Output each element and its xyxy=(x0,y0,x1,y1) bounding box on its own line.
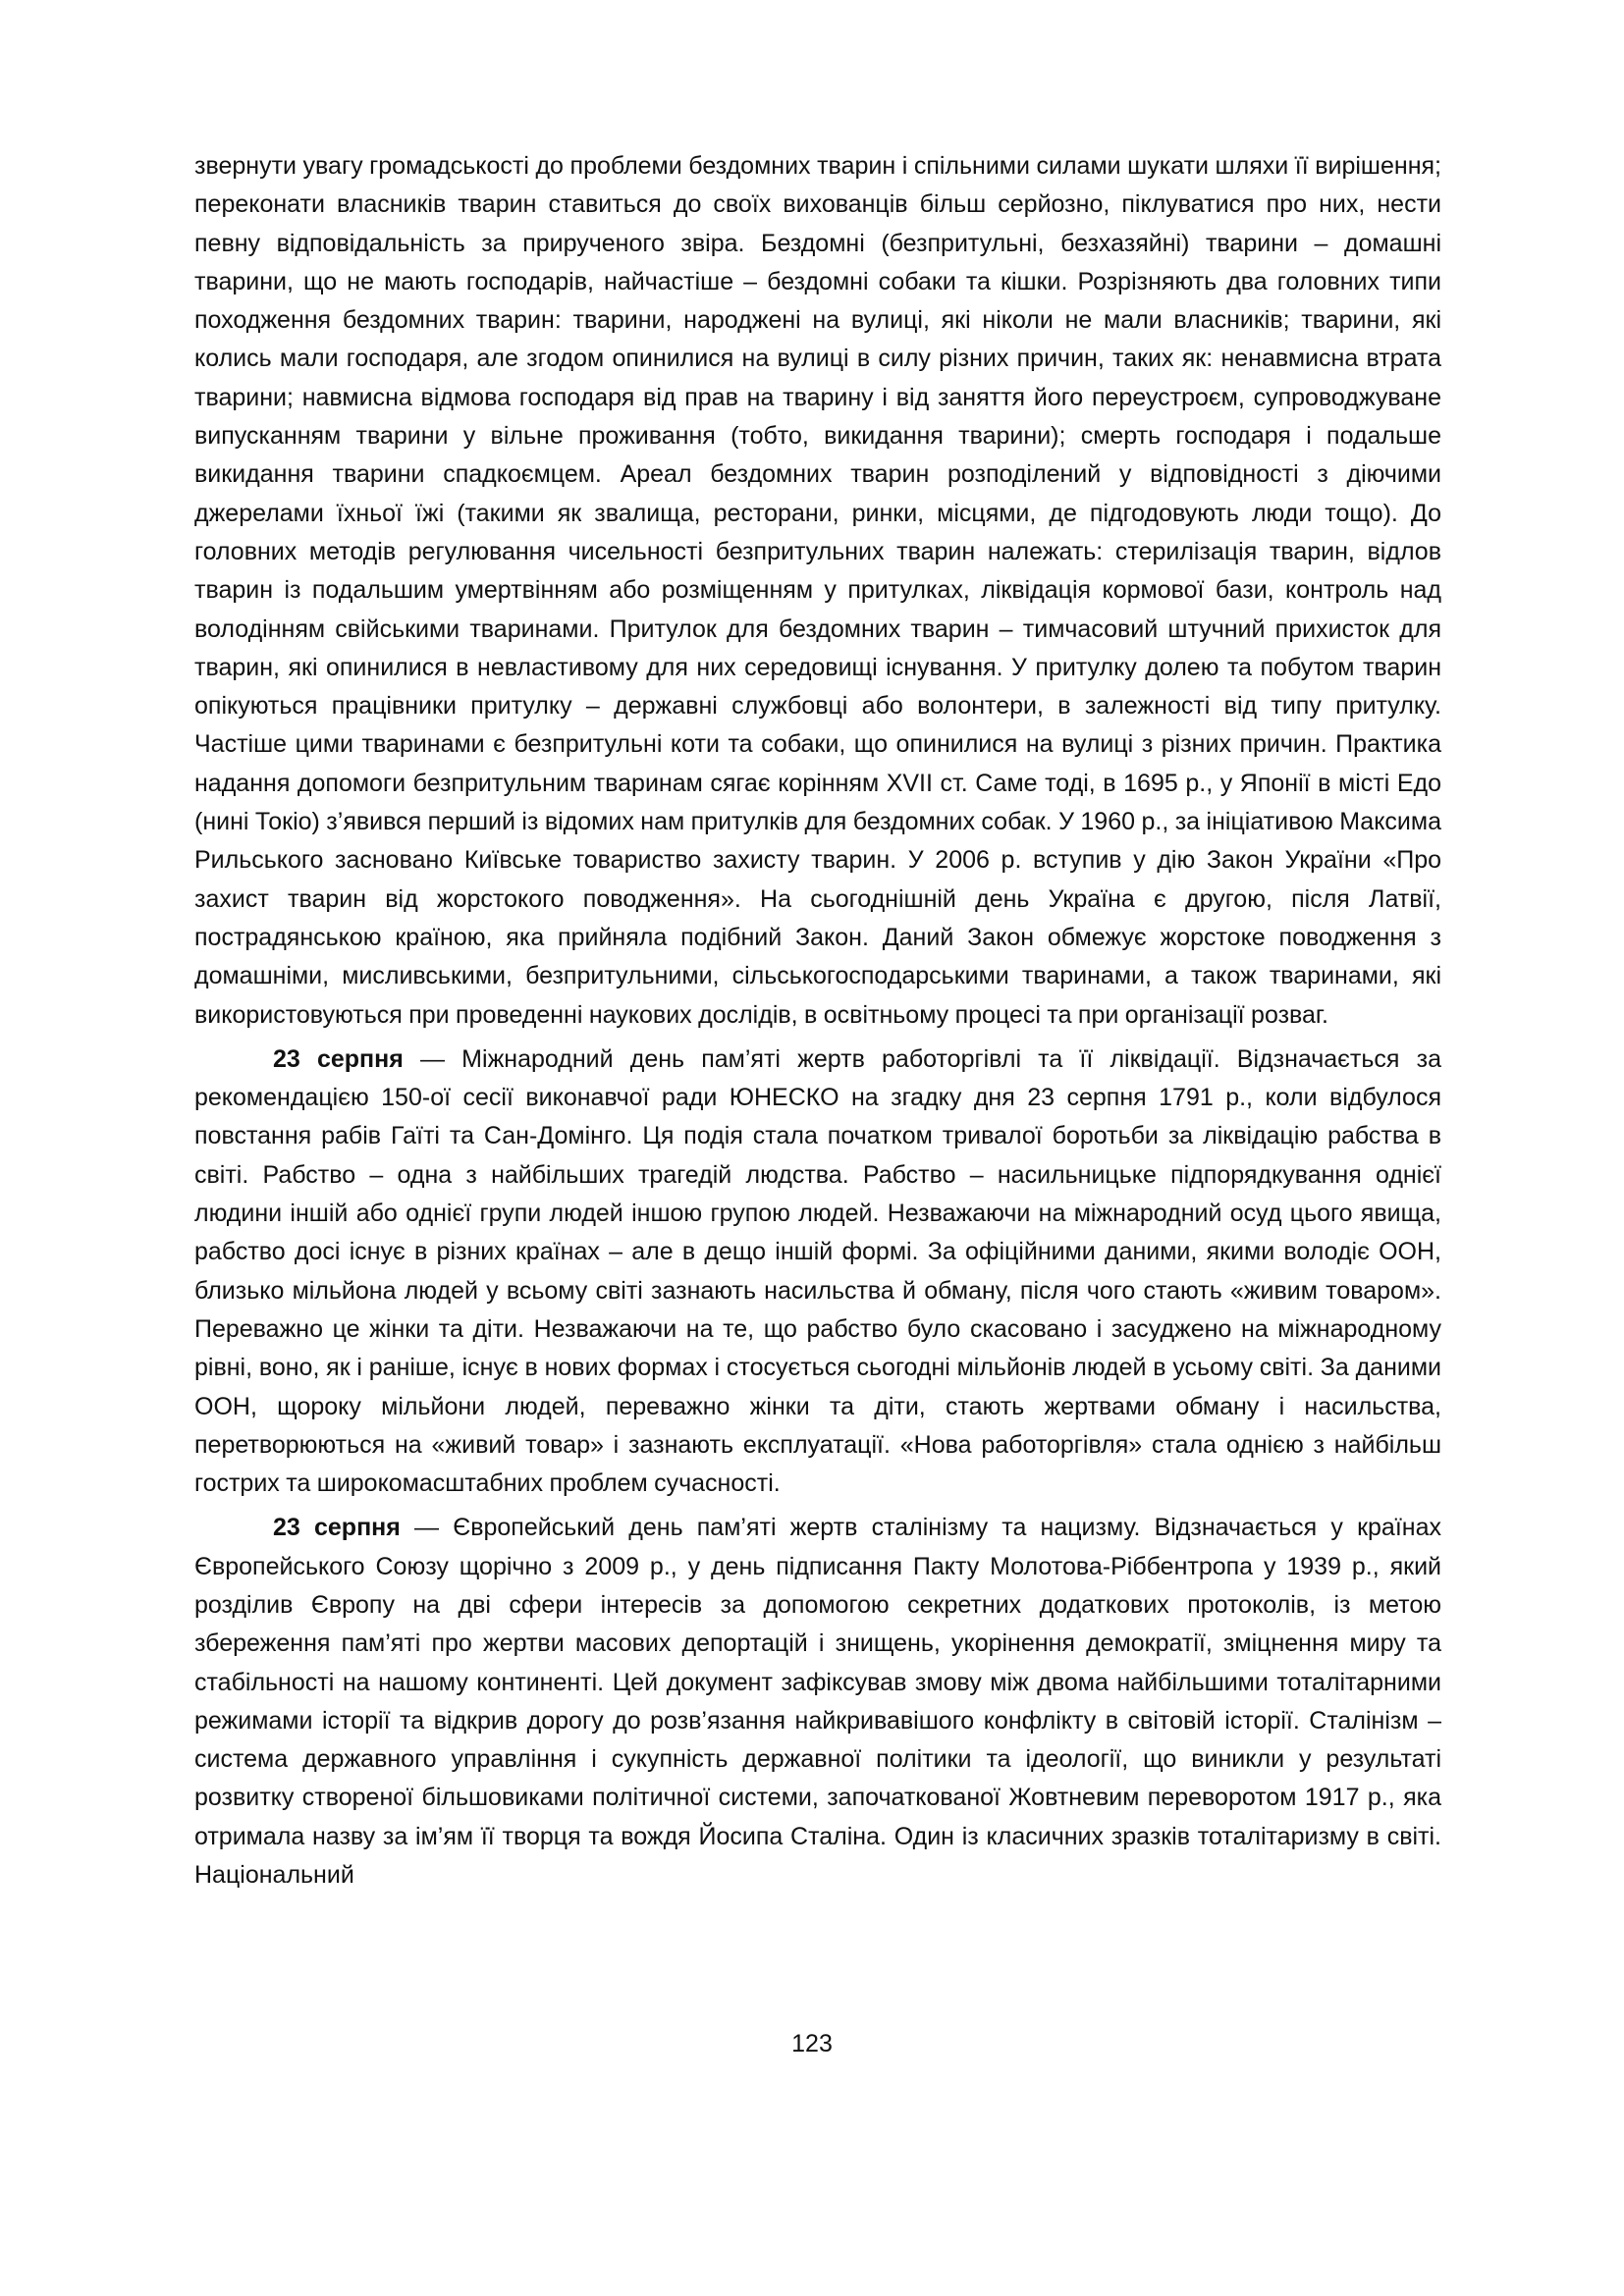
date-heading: 23 серпня xyxy=(273,1044,404,1073)
paragraph-stalinism-nazism-day xyxy=(194,1509,1441,1895)
paragraph-slave-trade-day xyxy=(194,1041,1441,1504)
date-heading: 23 серпня xyxy=(273,1514,401,1542)
paragraph-text: — Міжнародний день пам’яті жертв работоргівлі та її ліквідації. Відзначається за рекомендацією 150-ої сесії виконавчої ради ЮНЕСКО на згадку дня 23 серпня 1791 р., коли відбулося повстання рабів Гаїті та Сан-Домінго. Ця подія стала початком тривалої боротьби за ліквідацію рабства в світі. Рабство – одна з найбільших трагедій людства. Рабство – насильницьке підпорядкування однієї людини іншій або однієї групи людей іншою групою людей. Незважаючи на міжнародний осуд цього явища, рабство досі існує в різних країнах – але в дещо іншій формі. За офіційними даними, якими володіє ООН, близько мільйона людей у всьому світі зазнають насильства й обману, після чого стають «живим товаром». Переважно це жінки та діти. Незважаючи на те, що рабство було скасовано і засуджено на міжнародному рівні, воно, як і раніше, існує в нових формах і стосується сьогодні мільйонів людей в усьому світі. За даними ООН, щороку мільйони людей, переважно жінки та діти, стають жертвами обману і насильства, перетворюються на «живий товар» і зазнають експлуатації. «Нова работоргівля» стала однією з найбільш гострих та широкомасштабних проблем сучасності. xyxy=(194,1044,1441,1498)
page-number: 123 xyxy=(791,2030,833,2057)
paragraph-text: звернути увагу громадськості до проблеми бездомних тварин і спільними силами шукати шляхи її вирішення; переконати власників тварин ставиться до своїх вихованців більш серйозно, піклуватися про них, нести певну відповідальність за прирученого звіра. Бездомні (безпритульні, безхазяйні) тварини – домашні тварини, що не мають господарів, найчастіше – бездомні собаки та кішки. Розрізняють два головних типи походження бездомних тварин: тварини, народжені на вулиці, які ніколи не мали власників; тварини, які колись мали господаря, але згодом опинилися на вулиці в силу різних причин, таких як: ненавмисна втрата тварини; навмисна відмова господаря від прав на тварину і від заняття його переустроєм, супроводжуване випусканням тварини у вільне проживання (тобто, викидання тварини); смерть господаря і подальше викидання тварини спадкоємцем. Ареал бездомних тварин розподілений у відповідності з діючими джерелами їхньої їжі (такими як звалища, ресторани, ринки, місцями, де підгодовують люди тощо). До головних методів регулювання чисельності безпритульних тварин належать: стерилізація тварин, відлов тварин із подальшим умертвінням або розміщенням у притулках, ліквідація кормової бази, контроль над володінням свійськими тваринами. Притулок для бездомних тварин – тимчасовий штучний прихисток для тварин, які опинилися в невластивому для них середовищі існування. У притулку долею та побутом тварин опікуються працівники притулку – державні службовці або волонтери, в залежності від типу притулку. Частіше цими тваринами є безпритульні коти та собаки, що опинилися на вулиці з різних причин. Практика надання допомоги безпритульним тваринам сягає корінням XVII ст. Саме тоді, в 1695 р., у Японії в місті Едо (нині Токіо) з’явився перший із відомих нам притулків для бездомних собак. У 1960 р., за ініціативою Максима Рильського засновано Київське товариство захисту тварин. У 2006 р. вступив у дію Закон України «Про захист тварин від жорстокого поводження». На сьогоднішній день Україна є другою, після Латвії, пострадянською країною, яка прийняла подібний Закон. Даний Закон обмежує жорстоке поводження з домашніми, мисливськими, безпритульними, сільськогосподарськими тваринами, а також тваринами, які використовуються при проведенні наукових дослідів, в освітньому процесі та при організації розваг. xyxy=(194,152,1441,1029)
page-body xyxy=(194,147,1441,1895)
paragraph-text: — Європейський день пам’яті жертв сталінізму та нацизму. Відзначається у країнах Європейського Союзу щорічно з 2009 р., у день підписання Пакту Молотова-Ріббентропа у 1939 р., який розділив Європу на дві сфери інтересів за допомогою секретних додаткових протоколів, із метою збереження пам’яті про жертви масових депортацій і знищень, укорінення демократії, зміцнення миру та стабільності на нашому континенті. Цей документ зафіксував змову між двома найбільшими тоталітарними режимами історії та відкрив дорогу до розв’язання найкривавішого конфлікту в світовій історії. Сталінізм – система державного управління і сукупність державної політики та ідеології, що виникли у результаті розвитку створеної більшовиками політичної системи, започаткованої Жовтневим переворотом 1917 р., яка отримала назву за ім’ям її творця та вождя Йосипа Сталіна. Один із класичних зразків тоталітаризму в світі. Національний xyxy=(194,1514,1441,1890)
paragraph-stray-animals xyxy=(194,147,1441,1035)
